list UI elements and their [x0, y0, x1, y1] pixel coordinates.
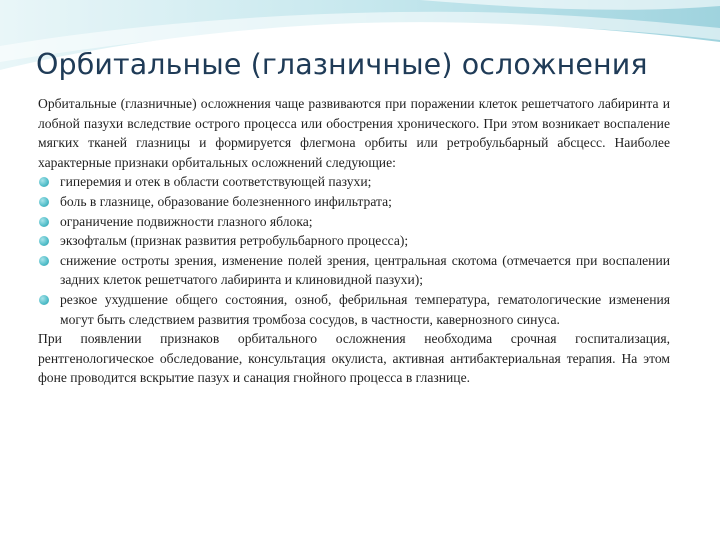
bullet-icon [39, 177, 49, 187]
bullet-icon [39, 197, 49, 207]
slide-title: Орбитальные (глазничные) осложнения [36, 48, 648, 81]
list-item [38, 231, 670, 251]
list-item [38, 172, 670, 192]
list-item [38, 212, 670, 232]
list-item [38, 290, 670, 329]
list-item-text: ограничение подвижности глазного яблока; [60, 213, 313, 229]
bullet-icon [39, 217, 49, 227]
intro-paragraph: Орбитальные (глазничные) осложнения чаще развиваются при поражении клеток решетчатого лабиринта и лобной пазухи вследствие острого процесса или обострения хронического. При этом возникает воспаление мягких тканей глазницы и формируется флегмона орбиты или ретробульбарный абсцесс. Наиболее характерные признаки орбитальных осложнений следующие: [38, 96, 670, 170]
bullet-icon [39, 295, 49, 305]
list-item-text: гиперемия и отек в области соответствующей пазухи; [60, 174, 372, 190]
list-item-text: экзофтальм (признак развития ретробульбарного процесса); [60, 233, 409, 249]
conclusion-paragraph: При появлении признаков орбитального осложнения необходима срочная госпитализация, рентгенологическое обследование, консультация окулиста, активная антибактериальная терапия. На этом фоне проводится вскрытие пазух и санация гнойного процесса в глазнице. [38, 331, 670, 386]
list-item [38, 251, 670, 290]
list-item [38, 192, 670, 212]
bullet-icon [39, 236, 49, 246]
list-item-text: боль в глазнице, образование болезненного инфильтрата; [60, 193, 392, 209]
slide-body [38, 94, 670, 388]
symptoms-list [38, 172, 670, 329]
list-item-text: резкое ухудшение общего состояния, озноб, фебрильная температура, гематологические изменения могут быть следствием развития тромбоза сосудов, в частности, кавернозного синуса. [60, 291, 670, 327]
list-item-text: снижение остроты зрения, изменение полей зрения, центральная скотома (отмечается при воспалении задних клеток решетчатого лабиринта и клиновидной пазухи); [60, 252, 670, 288]
bullet-icon [39, 256, 49, 266]
